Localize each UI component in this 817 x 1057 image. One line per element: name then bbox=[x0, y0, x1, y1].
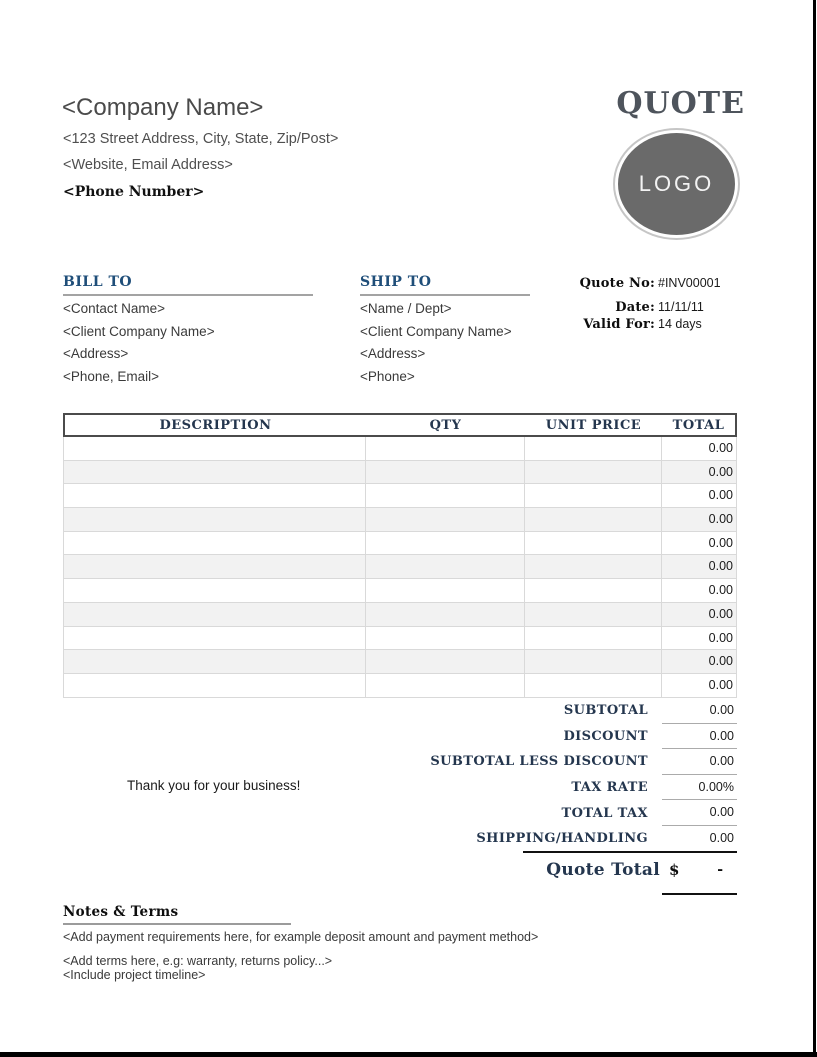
ship-to-field[interactable]: <Phone> bbox=[360, 369, 415, 385]
unit-price-cell[interactable] bbox=[525, 532, 662, 555]
table-row bbox=[64, 579, 736, 603]
bill-to-section bbox=[63, 274, 313, 393]
bill-to-field[interactable]: <Contact Name> bbox=[63, 301, 166, 316]
description-cell[interactable] bbox=[64, 437, 366, 460]
meta-label: Date: bbox=[615, 300, 655, 315]
table-row bbox=[64, 532, 736, 556]
total-label: DISCOUNT bbox=[563, 728, 648, 744]
total-cell[interactable]: 0.00 bbox=[708, 488, 733, 503]
bill-to-field[interactable]: <Client Company Name> bbox=[63, 323, 215, 339]
items-table-body bbox=[63, 437, 737, 698]
unit-price-cell[interactable] bbox=[525, 650, 662, 673]
qty-cell[interactable] bbox=[366, 484, 525, 507]
unit-price-cell[interactable] bbox=[525, 461, 662, 484]
total-cell[interactable]: 0.00 bbox=[708, 535, 733, 550]
description-cell[interactable] bbox=[64, 650, 366, 673]
ship-to-field[interactable]: <Client Company Name> bbox=[360, 323, 512, 339]
total-row bbox=[63, 749, 737, 775]
total-cell[interactable]: 0.00 bbox=[708, 559, 733, 574]
grand-total-currency: $ bbox=[669, 861, 680, 879]
meta-label: Valid For: bbox=[583, 317, 655, 332]
total-cell[interactable]: 0.00 bbox=[708, 654, 733, 669]
description-cell[interactable] bbox=[64, 532, 366, 555]
qty-cell[interactable] bbox=[366, 650, 525, 673]
company-name[interactable]: <Company Name> bbox=[62, 94, 264, 121]
notes-section bbox=[63, 904, 753, 982]
logo-circle bbox=[615, 130, 738, 238]
meta-row bbox=[545, 300, 704, 315]
notes-field[interactable]: <Add terms here, e.g: warranty, returns policy...> bbox=[63, 954, 333, 968]
total-value[interactable]: 0.00% bbox=[662, 775, 737, 801]
logo-text: LOGO bbox=[638, 171, 715, 196]
total-cell[interactable]: 0.00 bbox=[708, 441, 733, 455]
total-row bbox=[63, 826, 737, 852]
meta-row bbox=[545, 317, 702, 332]
grand-total-label: Quote Total bbox=[546, 860, 660, 880]
header-unit-price: UNIT PRICE bbox=[545, 417, 642, 433]
total-label: SHIPPING/HANDLING bbox=[476, 831, 648, 847]
total-value[interactable]: 0.00 bbox=[662, 698, 737, 724]
items-table-header bbox=[63, 413, 737, 437]
bill-to-field[interactable]: <Phone, Email> bbox=[63, 369, 160, 385]
table-row bbox=[64, 603, 736, 627]
qty-cell[interactable] bbox=[366, 627, 525, 650]
qty-cell[interactable] bbox=[366, 674, 525, 697]
unit-price-cell[interactable] bbox=[525, 603, 662, 626]
ship-to-lines bbox=[360, 302, 530, 384]
bill-to-divider bbox=[63, 294, 313, 296]
ship-to-field[interactable]: <Address> bbox=[360, 346, 426, 362]
page-right-border bbox=[813, 0, 816, 1057]
meta-value[interactable]: 14 days bbox=[658, 317, 702, 331]
unit-price-cell[interactable] bbox=[525, 674, 662, 697]
notes-field[interactable]: <Include project timeline> bbox=[63, 968, 206, 982]
document-title: QUOTE bbox=[616, 86, 745, 121]
ship-to-heading: SHIP TO bbox=[360, 274, 432, 290]
qty-cell[interactable] bbox=[366, 603, 525, 626]
total-value[interactable]: 0.00 bbox=[662, 724, 737, 750]
unit-price-cell[interactable] bbox=[525, 437, 662, 460]
table-row bbox=[64, 627, 736, 651]
table-row bbox=[64, 461, 736, 485]
description-cell[interactable] bbox=[64, 674, 366, 697]
meta-value[interactable]: #INV00001 bbox=[658, 276, 721, 290]
totals-section bbox=[63, 698, 737, 852]
bill-to-field[interactable]: <Address> bbox=[63, 346, 129, 362]
header-total: TOTAL bbox=[672, 417, 725, 433]
table-row bbox=[64, 650, 736, 674]
thank-you-message: Thank you for your business! bbox=[127, 778, 301, 793]
meta-row bbox=[545, 276, 721, 291]
total-value[interactable]: 0.00 bbox=[662, 800, 737, 826]
description-cell[interactable] bbox=[64, 484, 366, 507]
grand-total-value[interactable]: - bbox=[717, 862, 723, 878]
total-row bbox=[63, 724, 737, 750]
ship-to-section bbox=[360, 274, 530, 393]
unit-price-cell[interactable] bbox=[525, 627, 662, 650]
qty-cell[interactable] bbox=[366, 437, 525, 460]
total-label: SUBTOTAL bbox=[563, 703, 648, 719]
notes-lines bbox=[63, 930, 753, 982]
ship-to-divider bbox=[360, 294, 530, 296]
unit-price-cell[interactable] bbox=[525, 508, 662, 531]
total-cell[interactable]: 0.00 bbox=[708, 630, 733, 645]
notes-divider bbox=[63, 923, 291, 925]
total-row bbox=[63, 698, 737, 724]
qty-cell[interactable] bbox=[366, 532, 525, 555]
total-cell[interactable]: 0.00 bbox=[708, 464, 733, 479]
table-row bbox=[64, 674, 736, 698]
notes-heading: Notes & Terms bbox=[63, 904, 179, 920]
qty-cell[interactable] bbox=[366, 555, 525, 578]
qty-cell[interactable] bbox=[366, 579, 525, 602]
meta-value[interactable]: 11/11/11 bbox=[658, 300, 704, 314]
bill-to-heading: BILL TO bbox=[63, 274, 133, 290]
description-cell[interactable] bbox=[64, 508, 366, 531]
total-cell[interactable]: 0.00 bbox=[708, 677, 733, 692]
table-row bbox=[64, 555, 736, 579]
total-label: TOTAL TAX bbox=[561, 805, 648, 821]
page-bottom-border bbox=[0, 1052, 817, 1057]
company-address[interactable]: <123 Street Address, City, State, Zip/Post> bbox=[63, 131, 339, 147]
total-label: TAX RATE bbox=[571, 780, 648, 796]
total-label: SUBTOTAL LESS DISCOUNT bbox=[430, 754, 648, 770]
description-cell[interactable] bbox=[64, 461, 366, 484]
total-value[interactable]: 0.00 bbox=[662, 749, 737, 775]
bill-to-lines bbox=[63, 302, 313, 384]
description-cell[interactable] bbox=[64, 603, 366, 626]
qty-cell[interactable] bbox=[366, 461, 525, 484]
total-value[interactable]: 0.00 bbox=[709, 830, 734, 845]
qty-cell[interactable] bbox=[366, 508, 525, 531]
table-row bbox=[64, 437, 736, 461]
total-cell[interactable]: 0.00 bbox=[708, 512, 733, 527]
company-website[interactable]: <Website, Email Address> bbox=[63, 157, 233, 173]
header-qty: QTY bbox=[429, 417, 462, 433]
grand-total-underline bbox=[662, 893, 737, 895]
total-cell[interactable]: 0.00 bbox=[708, 583, 733, 598]
ship-to-field[interactable]: <Name / Dept> bbox=[360, 301, 452, 316]
unit-price-cell[interactable] bbox=[525, 484, 662, 507]
notes-field[interactable]: <Add payment requirements here, for example deposit amount and payment method> bbox=[63, 930, 539, 944]
table-row bbox=[64, 484, 736, 508]
unit-price-cell[interactable] bbox=[525, 555, 662, 578]
description-cell[interactable] bbox=[64, 555, 366, 578]
total-row bbox=[63, 800, 737, 826]
description-cell[interactable] bbox=[64, 627, 366, 650]
total-cell[interactable]: 0.00 bbox=[708, 606, 733, 621]
grand-total-top-rule bbox=[523, 851, 737, 853]
description-cell[interactable] bbox=[64, 579, 366, 602]
meta-label: Quote No: bbox=[579, 276, 655, 291]
unit-price-cell[interactable] bbox=[525, 579, 662, 602]
table-row bbox=[64, 508, 736, 532]
header-description: DESCRIPTION bbox=[159, 417, 272, 433]
company-phone[interactable]: <Phone Number> bbox=[63, 184, 205, 200]
